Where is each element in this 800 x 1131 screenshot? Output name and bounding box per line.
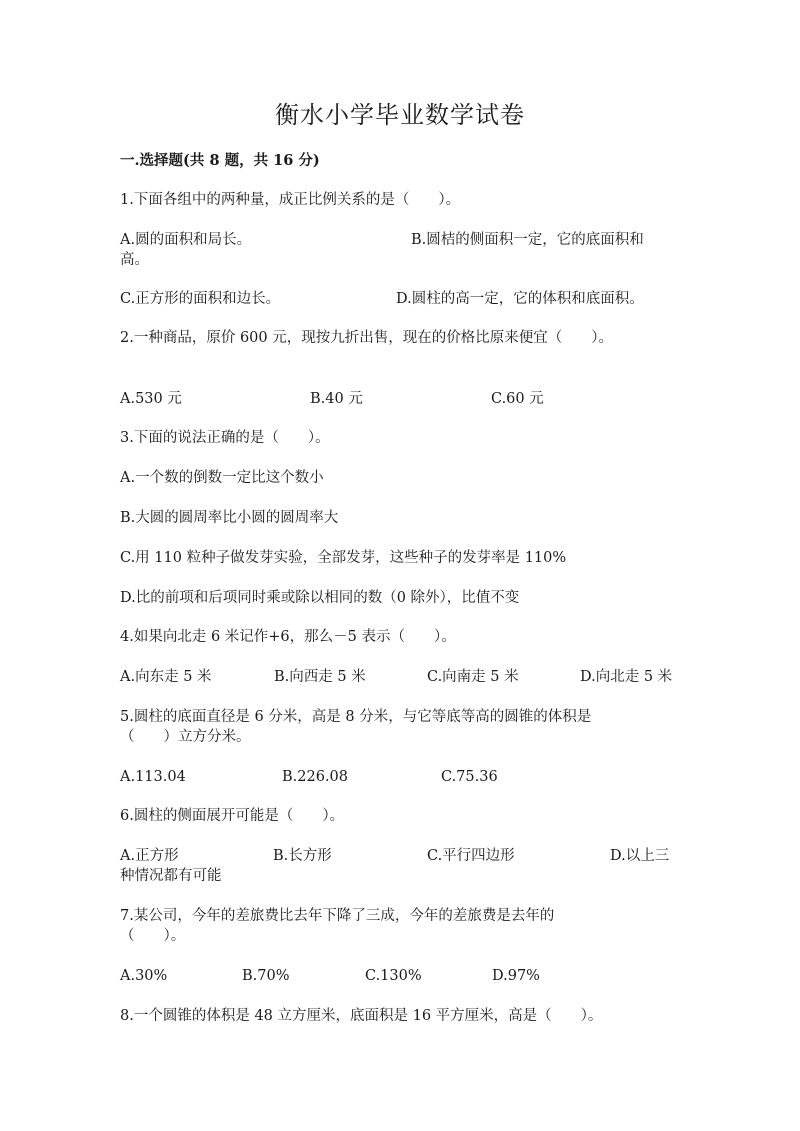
question-5-stem-wrap: （ ）立方分米。 — [120, 729, 251, 745]
question-7-stem: 7.某公司，今年的差旅费比去年下降了三成，今年的差旅费是去年的 — [120, 908, 555, 924]
question-1-option-b-wrap: 高。 — [120, 252, 149, 268]
question-4-option-d: D.向北走 5 米 — [580, 669, 673, 685]
question-6-option-c: C.平行四边形 — [427, 848, 515, 864]
question-1-option-c: C.正方形的面积和边长。 — [120, 291, 281, 307]
question-5-option-b: B.226.08 — [282, 769, 349, 785]
question-3-option-d: D.比的前项和后项同时乘或除以相同的数（0 除外），比值不变 — [120, 590, 520, 606]
question-8-stem: 8.一个圆锥的体积是 48 立方厘米，底面积是 16 平方厘米，高是（ ）。 — [120, 1008, 603, 1024]
question-3-option-a: A.一个数的倒数一定比这个数小 — [120, 470, 324, 486]
question-4-option-c: C.向南走 5 米 — [427, 669, 519, 685]
question-6-stem: 6.圆柱的侧面展开可能是（ ）。 — [120, 808, 345, 824]
question-5-stem: 5.圆柱的底面直径是 6 分米，高是 8 分米，与它等底等高的圆锥的体积是 — [120, 709, 592, 725]
question-3-option-c: C.用 110 粒种子做发芽实验，全部发芽，这些种子的发芽率是 110% — [120, 550, 567, 566]
question-7-option-a: A.30% — [120, 968, 168, 984]
question-2-stem: 2.一种商品，原价 600 元，现按九折出售，现在的价格比原来便宜（ ）。 — [120, 330, 613, 346]
question-1-option-d: D.圆柱的高一定，它的体积和底面积。 — [396, 291, 644, 307]
question-7-stem-wrap: （ ）。 — [120, 928, 186, 944]
question-4-stem: 4.如果向北走 6 米记作+6，那么－5 表示（ ）。 — [120, 629, 456, 645]
question-3-stem: 3.下面的说法正确的是（ ）。 — [120, 430, 330, 446]
question-1-option-b: B.圆桔的侧面积一定，它的底面积和 — [411, 232, 644, 248]
question-3-option-b: B.大圆的圆周率比小圆的圆周率大 — [120, 510, 339, 526]
question-6-option-d-wrap: 种情况都有可能 — [120, 868, 222, 884]
question-6-option-a: A.正方形 — [120, 848, 179, 864]
question-2-option-b: B.40 元 — [310, 391, 363, 407]
question-5-option-c: C.75.36 — [441, 769, 498, 785]
question-2-option-a: A.530 元 — [120, 391, 182, 407]
question-6-option-d: D.以上三 — [610, 848, 670, 864]
question-2-option-c: C.60 元 — [491, 391, 544, 407]
question-4-option-a: A.向东走 5 米 — [120, 669, 212, 685]
section-heading: 一.选择题(共 8 题，共 16 分) — [120, 152, 320, 169]
question-7-option-b: B.70% — [242, 968, 290, 984]
question-4-option-b: B.向西走 5 米 — [274, 669, 366, 685]
question-5-option-a: A.113.04 — [120, 769, 186, 785]
question-7-option-d: D.97% — [492, 968, 540, 984]
question-1-option-a: A.圆的面积和局长。 — [120, 232, 252, 248]
question-6-option-b: B.长方形 — [273, 848, 332, 864]
page-title: 衡水小学毕业数学试卷 — [275, 101, 525, 129]
question-1-stem: 1.下面各组中的两种量，成正比例关系的是（ ）。 — [120, 192, 461, 208]
question-7-option-c: C.130% — [365, 968, 422, 984]
